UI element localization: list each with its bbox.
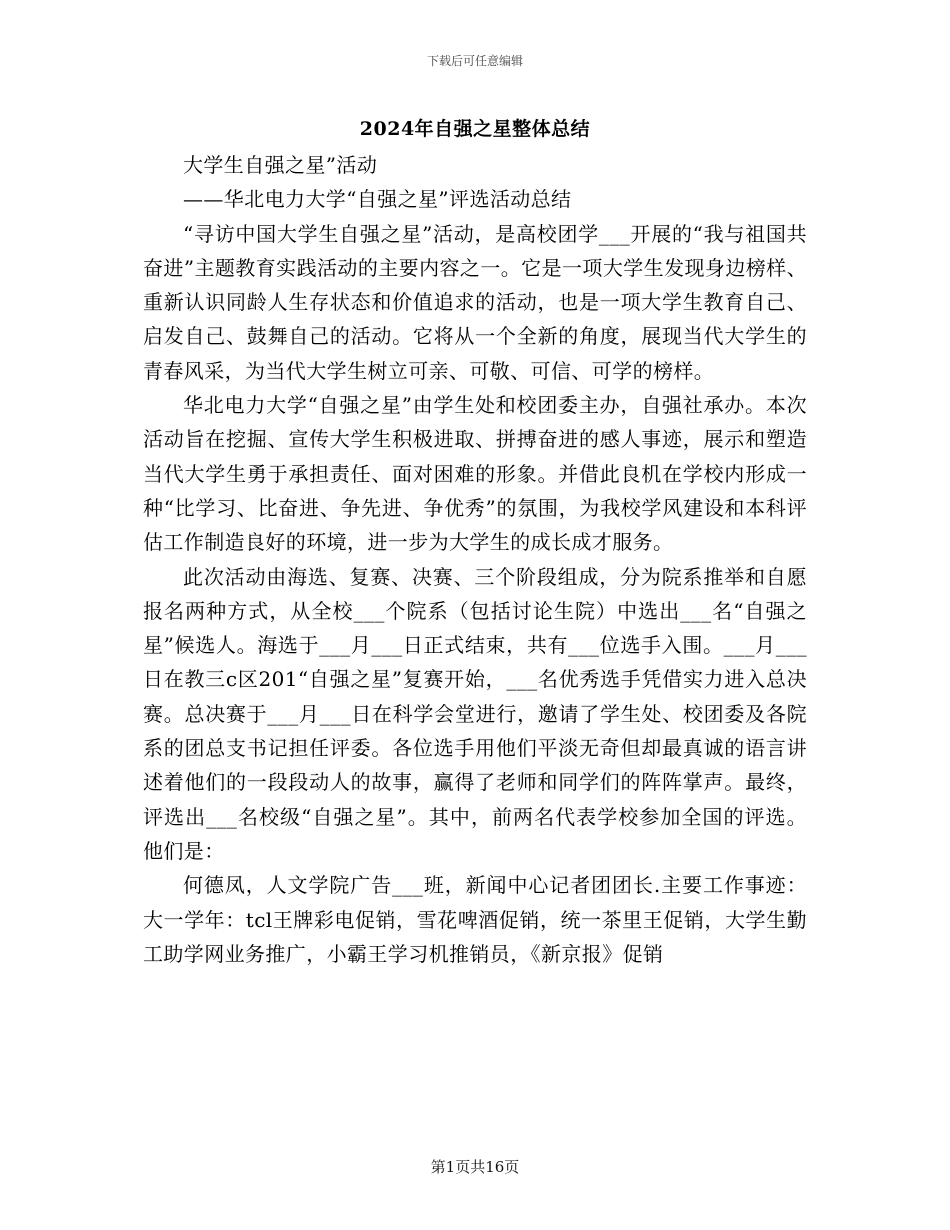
paragraph-4: 华北电力大学“自强之星”由学生处和校团委主办，自强社承办。本次活动旨在挖掘、宣传大学生积极进取、拼搏奋进的感人事迹，展示和塑造当代大学生勇于承担责任、面对困难的形象。并借此良机在学校内形成一种“比学习、比奋进、争先进、争优秀”的氛围，为我校学风建设和本科评估工作制造良好的环境，进一步为大学生的成长成才服务。 — [143, 393, 807, 555]
paragraph-6: 何德凤，人文学院广告___班，新闻中心记者团团长.主要工作事迹：大一学年：tcl王牌彩电促销，雪花啤酒促销，统一茶里王促销，大学生勤工助学网业务推广，小霸王学习机推销员，《新京报》促销 — [143, 873, 807, 966]
paragraph-2: ——华北电力大学“自强之星”评选活动总结 — [183, 187, 572, 212]
document-title: 2024年自强之星整体总结 — [359, 118, 591, 140]
document-body — [143, 148, 807, 971]
paragraph-1: 大学生自强之星”活动 — [183, 153, 378, 177]
paragraph-5: 此次活动由海选、复赛、决赛、三个阶段组成，分为院系推举和自愿报名两种方式，从全校___个院系（包括讨论生院）中选出___名“自强之星”候选人。海选于___月___日正式结束，共有___位选手入围。___月___日在教三c区201“自强之星”复赛开始，___名优秀选手凭借实力进入总决赛。总决赛于___月___日在科学会堂进行，邀请了学生处、校团委及各院系的团总支书记担任评委。各位选手用他们平淡无奇但却最真诚的语言讲述着他们的一段段动人的故事，赢得了老师和同学们的阵阵掌声。最终，评选出___名校级“自强之星”。其中，前两名代表学校参加全国的评选。他们是： — [143, 564, 807, 863]
header-note: 下载后可任意编辑 — [426, 54, 523, 68]
page-number: 第1页共16页 — [430, 1158, 520, 1176]
paragraph-3: “寻访中国大学生自强之星”活动，是高校团学___开展的“我与祖国共奋进”主题教育实践活动的主要内容之一。它是一项大学生发现身边榜样、重新认识同龄人生存状态和价值追求的活动，也是一项大学生教育自己、启发自己、鼓舞自己的活动。它将从一个全新的角度，展现当代大学生的青春风采，为当代大学生树立可亲、可敬、可信、可学的榜样。 — [143, 221, 807, 383]
